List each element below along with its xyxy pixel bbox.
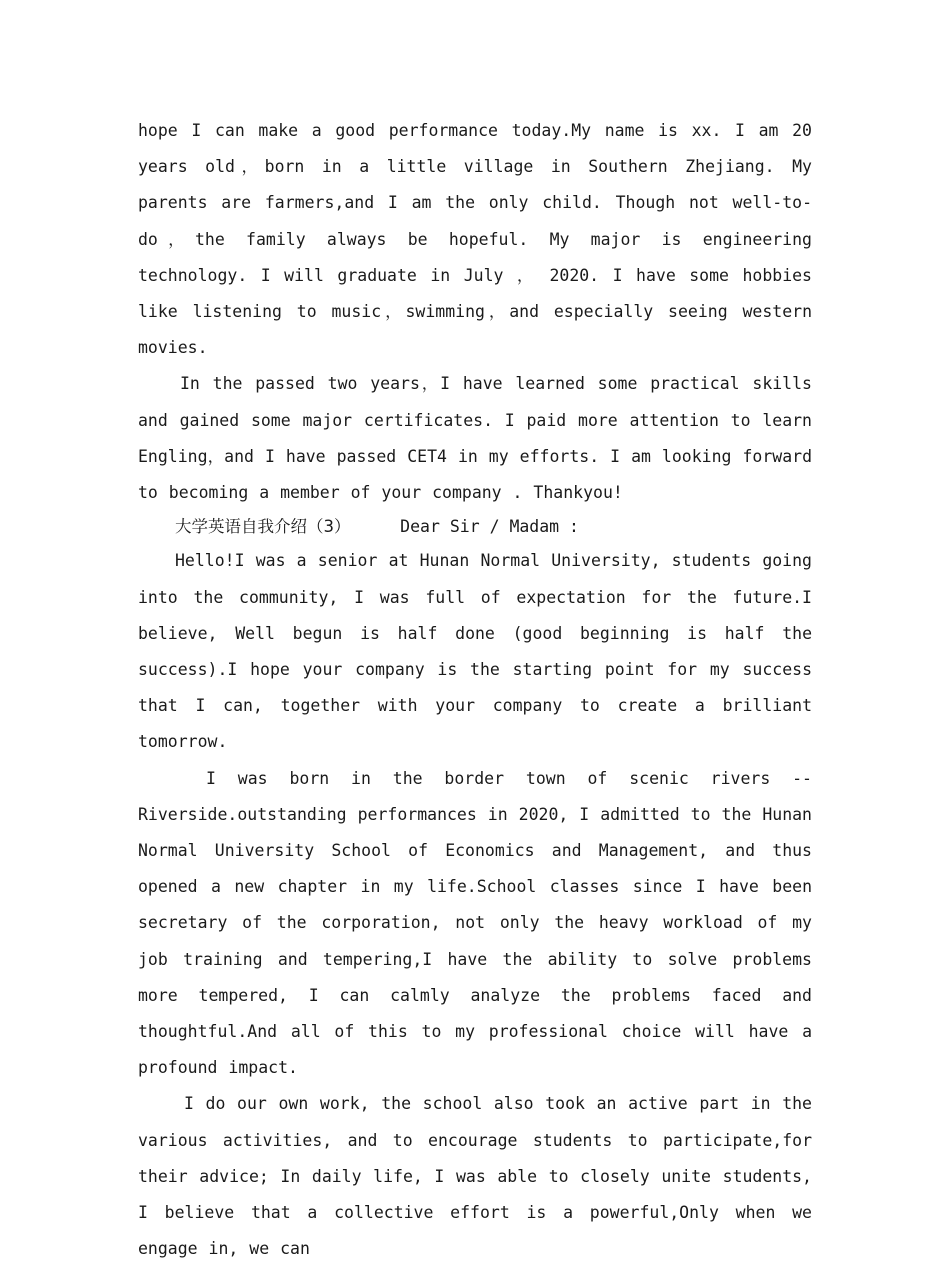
section-heading	[138, 509, 812, 545]
paragraph-hello: Hello!I was a senior at Hunan Normal University, students going into the community, I was full of expectation for the future.I believe, Well begun is half done (good beginning is half the success).I hope your company is the starting point for my success that I can, together with your company to create a brilliant tomorrow.	[138, 551, 812, 752]
paragraph-intro-continued: hope I can make a good performance today.My name is xx. I am 20 years old，born in a little village in Southern Zhejiang. My parents are farmers,and I am the only child. Though not well-to-do，the family always be hopeful. My major is engineering technology. I will graduate in July ， 2020. I have some hobbies like listening to music，swimming，and especially seeing western movies.	[138, 121, 812, 358]
document-body	[138, 113, 812, 1268]
paragraph-skills: In the passed two years，I have learned some practical skills and gained some major certificates. I paid more attention to learn Engling，and I have passed CET4 in my efforts. I am looking forward to becoming a member of your company . Thankyou!	[138, 374, 812, 503]
paragraph-activities: I do our own work, the school also took an active part in the various activities, and to encourage students to participate,for their advice; In daily life, I was able to closely unite students, I believe that a collective effort is a powerful,Only when we engage in, we can	[138, 1094, 812, 1259]
paragraph-background: I was born in the border town of scenic rivers -- Riverside.outstanding performances in 2020, I admitted to the Hunan Normal University School of Economics and Management, and thus opened a new chapter in my life.School classes since I have been secretary of the corporation, not only the heavy workload of my job training and tempering,I have the ability to solve problems more tempered, I can calmly analyze the problems faced and thoughtful.And all of this to my professional choice will have a profound impact.	[138, 768, 812, 1078]
section-title: 大学英语自我介绍（3）	[175, 517, 351, 537]
letter-greeting: Dear Sir / Madam :	[400, 517, 579, 537]
